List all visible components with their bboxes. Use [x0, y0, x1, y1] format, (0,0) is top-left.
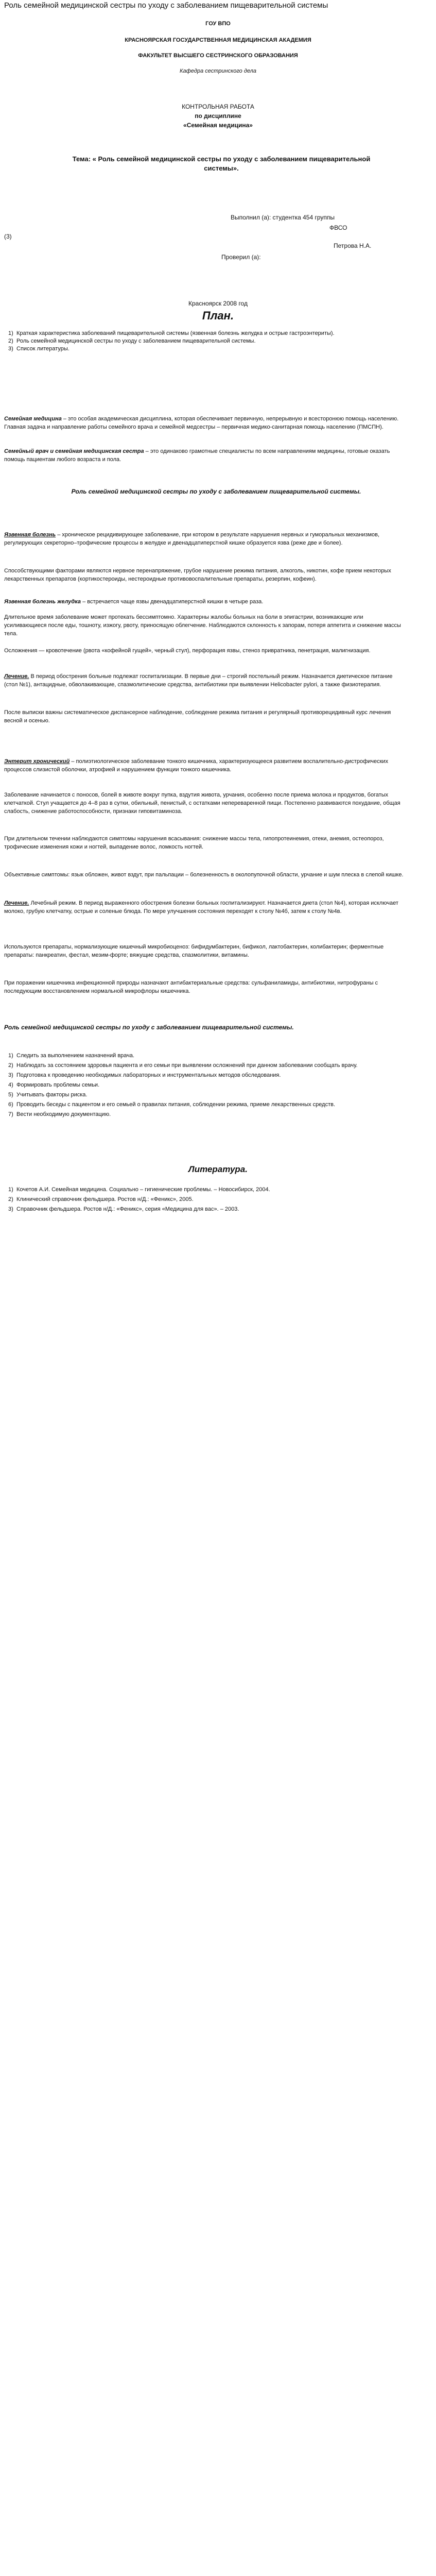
ulcer-paragraph-3: Язвенная болезнь желудка – встречается чаще язвы двенадцатиперстной кишки в четыре раза. — [4, 599, 264, 605]
plan-item: 1) Краткая характеристика заболеваний пищеварительной системы (язвенная болезнь желудка и острые гастроэнтериты). — [8, 330, 335, 336]
document-title: Роль семейной медицинской сестры по уходу с заболеванием пищеварительной системы — [4, 1, 328, 10]
city-year: Красноярск 2008 год — [188, 300, 248, 307]
gastro-paragraph-7: При поражении кишечника инфекционной природы назначают антибактериальные средства: сульфаниламиды, антибиотики, нитрофураны с последующим восстановлением нормальной микрофлоры кишечника. — [4, 980, 378, 994]
grade-mark: (3) — [4, 233, 12, 240]
gastro-paragraph-4: Объективные симптомы: язык обложен, живот вздут, при пальпации – болезненность в околопупочной области, урчание и шум плеска в слепой кишке. — [4, 872, 404, 878]
work-topic: Тема: « Роль семейной медицинской сестры по уходу с заболеванием пищеварительной системы». — [72, 155, 371, 172]
performed-by: Выполнил (а): студентка 454 группы — [231, 214, 335, 221]
nurse-role-item: 1) Следить за выполнением назначений врача. — [8, 1053, 135, 1059]
faculty-name: ФАКУЛЬТЕТ ВЫСШЕГО СЕСТРИНСКОГО ОБРАЗОВАНИЯ — [138, 53, 298, 59]
ulcer-paragraph-4: Длительное время заболевание может протекать бессимптомно. Характерны жалобы больных на боли в эпигастрии, возникающие или усиливающиеся после еды, тошноту, изжогу, рвоту, приносящую облегчение. Наблюдаются склонность к запорам, потеря аппетита и снижение массы тела. — [4, 614, 401, 637]
gastro-paragraph-5: Лечение. Лечебный режим. В период выраженного обострения болезни больных госпитализируют. Назначается диета (стол №4), которая исключает молоко, грубую клетчатку, острые и соленые блюда. По мере улучшения состояния переходят к столу №4б, затем к столу №4в. — [4, 900, 398, 914]
nurse-role-item: 4) Формировать проблемы семьи. — [8, 1082, 100, 1088]
nurse-role-title: Роль семейной медицинской сестры по уходу с заболеванием пищеварительной системы. — [4, 1024, 294, 1031]
literature-heading: Литература. — [188, 1164, 248, 1174]
gastro-paragraph-2: Заболевание начинается с поносов, болей в животе вокруг пупка, вздутия живота, урчания, особенно после приема молока и продуктов, богатых клетчаткой. Стул учащается до 4–8 раз в сутки, обильный, пенистый, с остатками непереваренной пищи. Постепенно развиваются похудание, общая слабость, снижение работоспособности, признаки гиповитаминоза. — [4, 792, 400, 815]
plan-item: 3) Список литературы. — [8, 346, 69, 352]
gastro-paragraph-1: Энтерит хронический – полиэтиологическое заболевание тонкого кишечника, характеризующееся развитием воспалительно-дистрофических процессов слизистой оболочки, атрофией и нарушением функции тонкого кишечника. — [4, 758, 389, 773]
checked-label: Проверил (а): — [221, 253, 261, 261]
academy-name: КРАСНОЯРСКАЯ ГОСУДАРСТВЕННАЯ МЕДИЦИНСКАЯ АКАДЕМИЯ — [125, 37, 311, 43]
nurse-role-item: 5) Учитывать факторы риска. — [8, 1092, 88, 1098]
literature-item: 2) Клинический справочник фельдшера. Ростов н/Д.: «Феникс», 2005. — [8, 1196, 194, 1202]
section-title: Роль семейной медицинской сестры по уходу с заболеванием пищеварительной системы. — [71, 488, 361, 495]
literature-list — [4, 1185, 406, 1214]
intro-paragraph-2: Семейный врач и семейная медицинская сестра – это одинаково грамотные специалисты по всем направлениям медицины, готовые оказать помощь пациентам любого возраста и пола. — [4, 448, 390, 463]
nurse-role-item: 2) Наблюдать за состоянием здоровья пациента и его семьи при выявлении осложнений при данном заболевании сообщать врачу. — [8, 1062, 358, 1069]
literature-item: 1) Кочетов А.И. Семейная медицина. Социально – гигиенические проблемы. – Новосибирск, 2004. — [8, 1187, 270, 1193]
discipline-label: по дисциплине — [195, 112, 241, 120]
gastro-paragraph-3: При длительном течении наблюдаются симптомы нарушения всасывания: снижение массы тела, гипопротеинемия, отеки, анемия, остеопороз, трофические изменения кожи и ногтей, выпадение волос, ломкость ногтей. — [4, 836, 384, 850]
work-type: КОНТРОЛЬНАЯ РАБОТА — [182, 103, 254, 110]
literature-item: 3) Справочник фельдшера. Ростов н/Д.: «Феникс», серия «Медицина для вас». – 2003. — [8, 1206, 239, 1212]
discipline-name: «Семейная медицина» — [183, 122, 253, 129]
checker-name: Петрова Н.А. — [334, 242, 372, 249]
treatment-paragraph-2: После выписки важны систематическое диспансерное наблюдение, соблюдение режима питания и регулярный противорецидивный курс лечения весной и осенью. — [4, 709, 391, 724]
ulcer-paragraph-5: Осложнения — кровотечение (рвота «кофейной гущей», черный стул), перфорация язвы, стеноз привратника, пенетрация, малигнизация. — [4, 648, 371, 654]
plan-heading: План. — [202, 309, 234, 322]
department-name: Кафедра сестринского дела — [179, 68, 257, 74]
nurse-role-item: 7) Вести необходимую документацию. — [8, 1111, 111, 1117]
student-fio: ФВСО — [329, 224, 347, 231]
nurse-role-item: 3) Подготовка к проведению необходимых лабораторных и инструментальных методов обследования. — [8, 1072, 281, 1078]
intro-paragraph-1: Семейная медицина – это особая академическая дисциплина, которая обеспечивает первичную, непрерывную и всесторонюю помощь населению. Главная задача и направление работы семейного врача и семейной медсестры – первичная медико-санитарная помощь населению (ПМСПН). — [4, 416, 399, 430]
ministry-label: ГОУ ВПО — [205, 21, 231, 27]
treatment-paragraph-1: Лечение. В период обострения больные подлежат госпитализации. В первые дни – строгий постельный режим. Назначается диетическое питание (стол №1), антацидные, обволакивающие, спазмолитические средства, антибиотики при выявлении Helicobacter pylori, а также физиотерапия. — [4, 673, 393, 688]
ulcer-paragraph-2: Способствующими факторами являются нервное перенапряжение, грубое нарушение режима питания, алкоголь, никотин, кофе прием некоторых лекарственных препаратов (кортикостероиды, нестероидные противовоспалительные препараты, резерпин, кофеин). — [4, 568, 391, 582]
ulcer-paragraph-1: Язвенная болезнь – хроническое рецидивирующее заболевание, при котором в результате нарушения нервных и гуморальных механизмов, регулирующих секреторно–трофические процессы в желудке и двенадцатиперстной кишке образуется язва (реже две и более). — [4, 532, 380, 546]
gastro-paragraph-6: Используются препараты, нормализующие кишечный микробиоценоз: бифидумбактерин, бификол, лактобактерин, колибактерин; ферментные препараты: панкреатин, фестал, мезим-форте; вяжущие средства, спазмолитики, витамины. — [4, 944, 384, 958]
nurse-role-item: 6) Проводить беседы с пациентом и его семьей о правилах питания, соблюдении режима, приеме лекарственных средств. — [8, 1101, 336, 1108]
nurse-role-list — [4, 1051, 406, 1120]
plan-item: 2) Роль семейной медицинской сестры по уходу с заболеванием пищеварительной системы. — [8, 338, 256, 344]
plan-list — [4, 330, 406, 353]
